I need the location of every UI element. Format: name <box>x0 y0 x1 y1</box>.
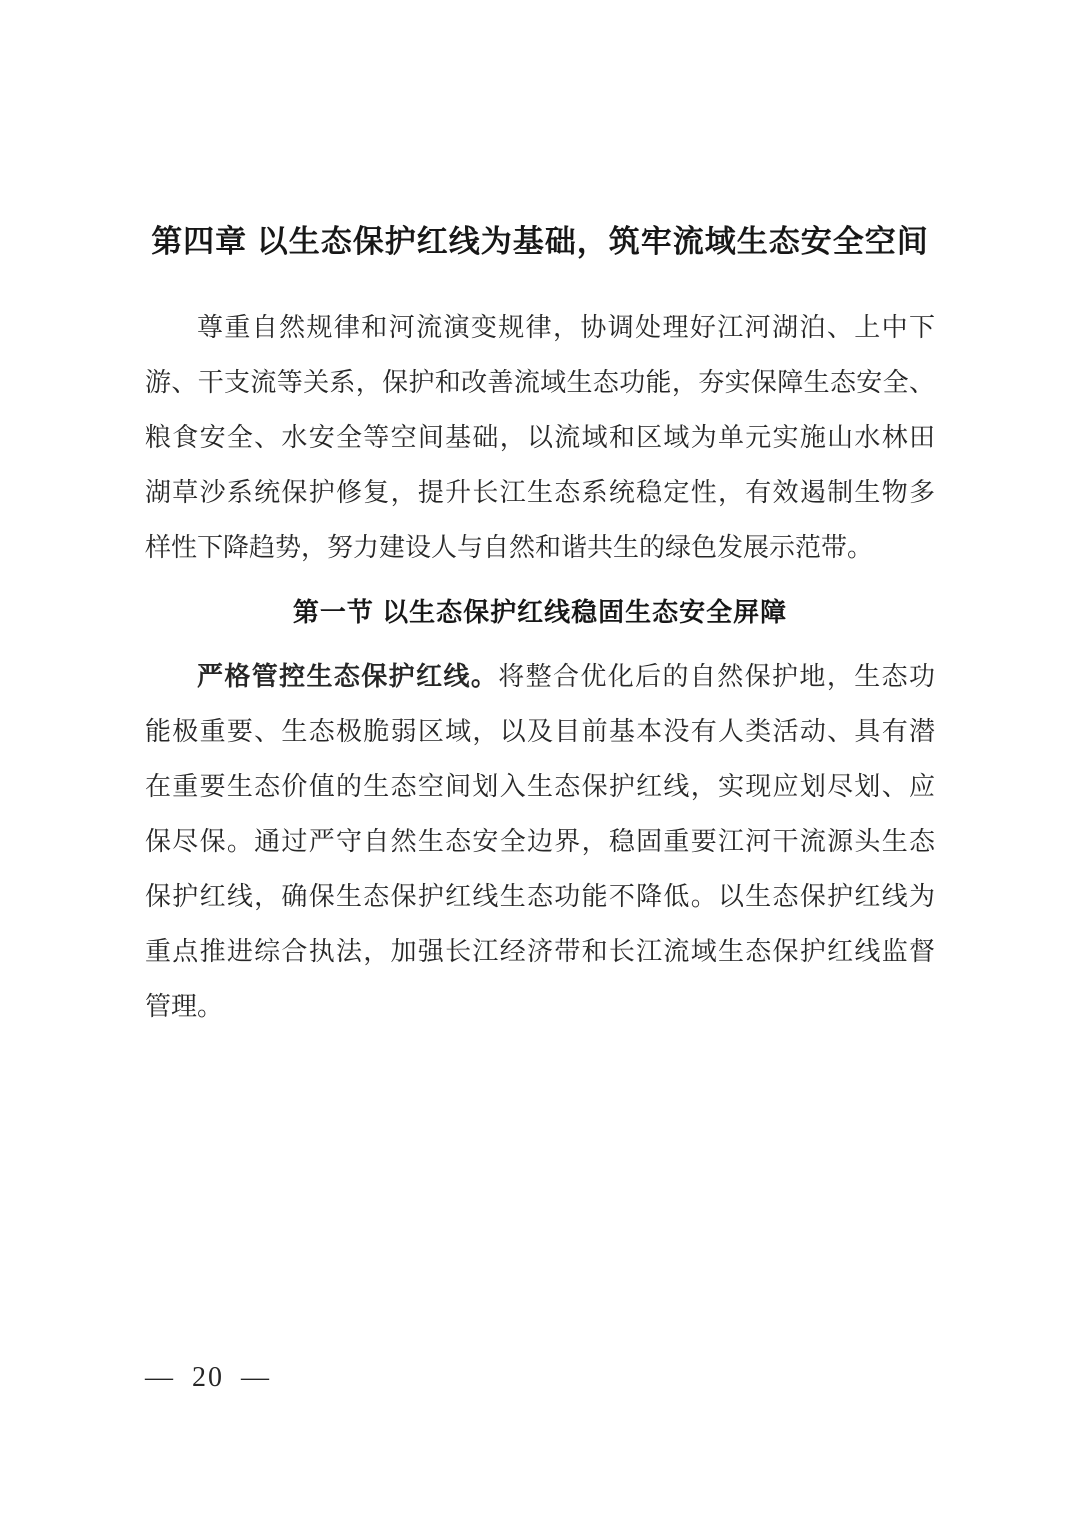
body-text: 粮食安全、水安全等空间基础，以流域和区域为单元实施山水林田 <box>145 423 935 452</box>
chapter-title: 第四章 以生态保护红线为基础，筑牢流域生态安全空间 <box>151 224 929 259</box>
text-line <box>145 759 935 814</box>
body-text: 管理。 <box>145 992 224 1021</box>
body-text: 游、干支流等关系，保护和改善流域生态功能，夯实保障生态安全、 <box>145 368 935 397</box>
text-line <box>145 814 935 869</box>
body-text: 保尽保。通过严守自然生态安全边界，稳固重要江河干流源头生态 <box>145 827 935 856</box>
text-line <box>145 979 935 1034</box>
section-title: 第一节 以生态保护红线稳固生态安全屏障 <box>292 597 788 627</box>
text-line <box>145 300 935 355</box>
text-line <box>145 410 935 465</box>
page-number: — 20 — <box>145 1362 271 1393</box>
page-content <box>145 0 935 1034</box>
section1-paragraph <box>145 649 935 1034</box>
body-text: 保护红线，确保生态保护红线生态功能不降低。以生态保护红线为 <box>145 882 935 911</box>
text-line <box>145 649 935 704</box>
text-line <box>145 924 935 979</box>
body-text: 在重要生态价值的生态空间划入生态保护红线，实现应划尽划、应 <box>145 772 935 801</box>
text-line <box>145 704 935 759</box>
text-line <box>145 869 935 924</box>
body-text: 重点推进综合执法，加强长江经济带和长江流域生态保护红线监督 <box>145 937 935 966</box>
body-text: 湖草沙系统保护修复，提升长江生态系统稳定性，有效遏制生物多 <box>145 478 935 507</box>
text-line <box>145 355 935 410</box>
body-text: 能极重要、生态极脆弱区域，以及目前基本没有人类活动、具有潜 <box>145 717 935 746</box>
intro-paragraph <box>145 300 935 575</box>
text-line <box>145 520 935 575</box>
body-text: 将整合优化后的自然保护地，生态功 <box>498 662 935 691</box>
body-text: 样性下降趋势，努力建设人与自然和谐共生的绿色发展示范带。 <box>145 533 874 562</box>
body-text: 尊重自然规律和河流演变规律，协调处理好江河湖泊、上中下 <box>197 313 935 342</box>
text-line <box>145 465 935 520</box>
bold-lead-text: 严格管控生态保护红线。 <box>197 662 499 691</box>
